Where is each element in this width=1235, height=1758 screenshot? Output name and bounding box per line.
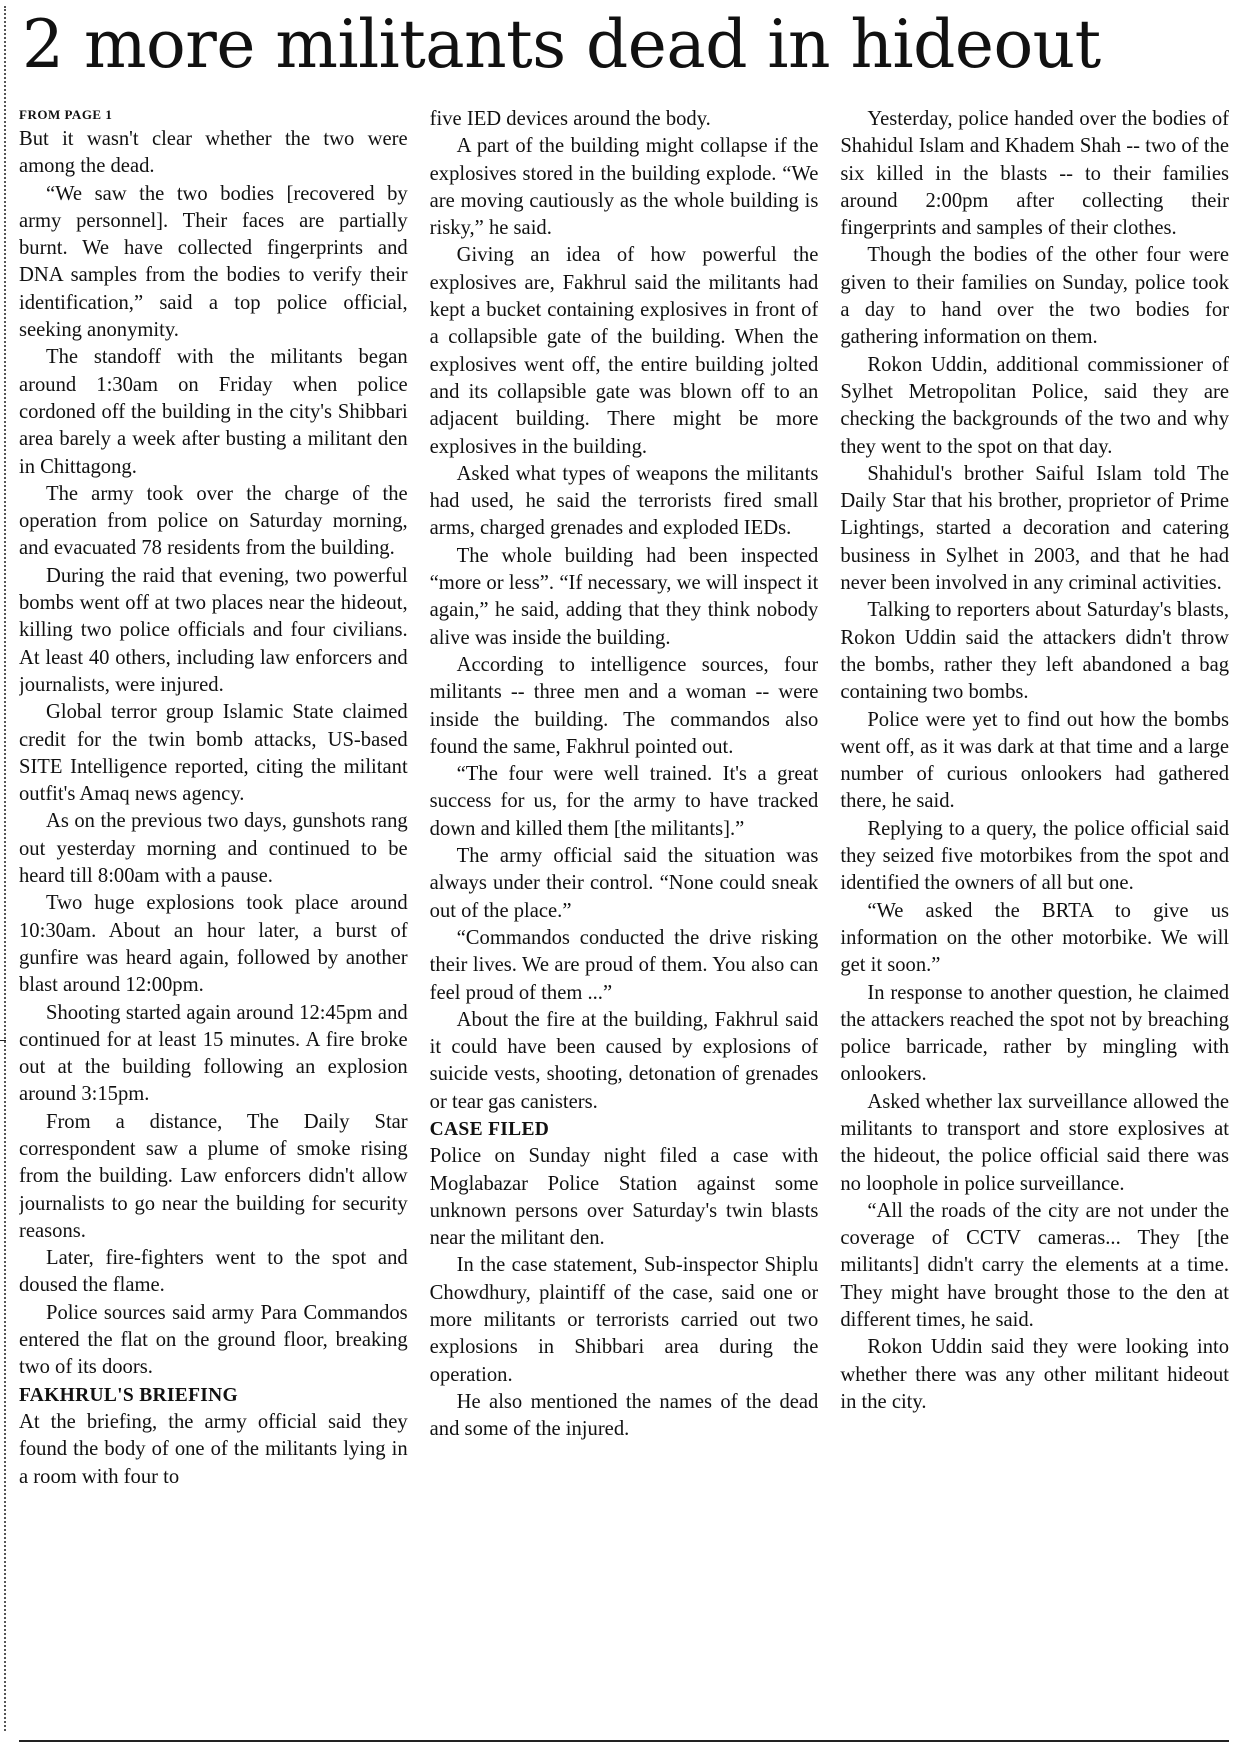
subhead-case-filed: CASE FILED	[429, 1118, 550, 1140]
paragraph: Global terror group Islamic State claimed credit for the twin bomb attacks, US-based SITE Intelligence reported, citing the militant outfit's Amaq news agency.	[19, 701, 408, 806]
paragraph: “Commandos conducted the drive risking their lives. We are proud of them. You also can feel proud of them ...”	[429, 926, 819, 1004]
paragraph: The army took over the charge of the operation from police on Saturday morning, and evacuated 78 residents from the building.	[19, 482, 408, 560]
paragraph: Replying to a query, the police official said they seized five motorbikes from the spot and identified the owners of all but one.	[840, 817, 1230, 895]
article-body	[19, 106, 1229, 1746]
paragraph: “All the roads of the city are not under the coverage of CCTV cameras... They [the militants] didn't carry the elements at a time. They might have brought those to the den at different times, he said.	[840, 1199, 1230, 1332]
paragraph: five IED devices around the body.	[429, 108, 711, 130]
paragraph: “The four were well trained. It's a great success for us, for the army to have tracked down and killed them [the militants].”	[429, 763, 819, 840]
margin-tick	[0, 1040, 6, 1041]
paragraph: Rokon Uddin said they were looking into whether there was any other militant hideout in the city.	[840, 1336, 1230, 1413]
paragraph: The whole building had been inspected “more or less”. “If necessary, we will inspect it again,” he said, adding that they think nobody alive was inside the building.	[429, 544, 819, 649]
column-2	[430, 106, 819, 1746]
paragraph: “We asked the BRTA to give us information on the other motorbike. We will get it soon.”	[840, 899, 1230, 977]
headline: 2 more militants dead in hideout	[22, 6, 1101, 83]
paragraph: A part of the building might collapse if the explosives stored in the building explode. “We are moving cautiously as the whole building is risky,” he said.	[429, 135, 819, 240]
paragraph: Giving an idea of how powerful the explosives are, Fakhrul said the militants had kept a bucket containing explosives in front of a collapsible gate of the building. When the explosives went off, the entire building jolted and its collapsible gate was blown off to an adjacent building. There might be more explosives in the building.	[429, 244, 819, 458]
paragraph: About the fire at the building, Fakhrul said it could have been caused by explosions of suicide vests, shooting, detonation of grenades or tear gas canisters.	[429, 1008, 819, 1113]
paragraph: Two huge explosions took place around 10:30am. About an hour later, a burst of gunfire was heard again, followed by another blast around 12:00pm.	[19, 892, 408, 997]
paragraph: Rokon Uddin, additional commissioner of Sylhet Metropolitan Police, said they are checking the backgrounds of the two and why they went to the spot on that day.	[840, 353, 1230, 458]
paragraph: The standoff with the militants began around 1:30am on Friday when police cordoned off the building in the city's Shibbari area barely a week after busting a militant den in Chittagong.	[19, 346, 408, 478]
paragraph: Police sources said army Para Commandos entered the flat on the ground floor, breaking two of its doors.	[19, 1301, 408, 1379]
subhead-briefing: FAKHRUL'S BRIEFING	[19, 1384, 239, 1406]
paragraph: During the raid that evening, two powerful bombs went off at two places near the hideout, killing two police officials and four civilians. At least 40 others, including law enforcers and journalists, were injured.	[19, 564, 408, 696]
paragraph: But it wasn't clear whether the two were among the dead.	[19, 128, 408, 178]
paragraph: Police were yet to find out how the bombs went off, as it was dark at that time and a large number of curious onlookers had gathered there, he said.	[840, 708, 1230, 813]
paragraph: In the case statement, Sub-inspector Shiplu Chowdhury, plaintiff of the case, said one or more militants or terrorists carried out two explosions in Shibbari area during the operation.	[429, 1254, 819, 1386]
paragraph: Though the bodies of the other four were given to their families on Sunday, police took a day to hand over the two bodies for gathering information on them.	[840, 244, 1230, 349]
paragraph: At the briefing, the army official said they found the body of one of the militants lying in a room with four to	[19, 1410, 408, 1488]
paragraph: According to intelligence sources, four militants -- three men and a woman -- were inside the building. The commandos also found the same, Fakhrul pointed out.	[429, 653, 819, 758]
paragraph: “We saw the two bodies [recovered by army personnel]. Their faces are partially burnt. We have collected fingerprints and DNA samples from the bodies to verify their identification,” said a top police official, seeking anonymity.	[19, 182, 408, 342]
paragraph: In response to another question, he claimed the attackers reached the spot not by breaching police barricade, rather by mingling with onlookers.	[840, 981, 1230, 1086]
paragraph: The army official said the situation was always under their control. “None could sneak out of the place.”	[429, 845, 819, 922]
paragraph: Later, fire-fighters went to the spot and doused the flame.	[19, 1247, 408, 1297]
paragraph: Shooting started again around 12:45pm and continued for at least 15 minutes. A fire broke out at the building following an explosion around 3:15pm.	[19, 1001, 408, 1106]
paragraph: Asked what types of weapons the militants had used, he said the terrorists fired small arms, charged grenades and exploded IEDs.	[429, 462, 819, 540]
jump-kicker: FROM PAGE 1	[19, 107, 113, 122]
paragraph: Police on Sunday night filed a case with Moglabazar Police Station against some unknown persons over Saturday's twin blasts near the militant den.	[429, 1145, 819, 1250]
paragraph: Talking to reporters about Saturday's blasts, Rokon Uddin said the attackers didn't throw the bombs, rather they left abandoned a bag containing two bombs.	[840, 599, 1230, 704]
column-1	[19, 106, 408, 1746]
paragraph: Shahidul's brother Saiful Islam told The Daily Star that his brother, proprietor of Prime Lightings, started a decoration and catering business in Sylhet in 2003, and that he had never been involved in any criminal activities.	[840, 462, 1230, 595]
paragraph: From a distance, The Daily Star correspondent saw a plume of smoke rising from the building. Law enforcers didn't allow journalists to go near the building for security reasons.	[19, 1110, 408, 1242]
paragraph: He also mentioned the names of the dead and some of the injured.	[429, 1390, 819, 1441]
column-dotted-rule	[4, 6, 6, 1731]
bottom-rule	[19, 1740, 1229, 1742]
paragraph: Asked whether lax surveillance allowed the militants to transport and store explosives at the hideout, the police official said there was no loophole in police surveillance.	[840, 1090, 1230, 1195]
column-3	[840, 106, 1229, 1746]
paragraph: As on the previous two days, gunshots rang out yesterday morning and continued to be heard till 8:00am with a pause.	[19, 810, 408, 888]
paragraph: Yesterday, police handed over the bodies of Shahidul Islam and Khadem Shah -- two of the six killed in the blasts -- to their families around 2:00pm after collecting their fingerprints and samples of their clothes.	[840, 108, 1230, 240]
